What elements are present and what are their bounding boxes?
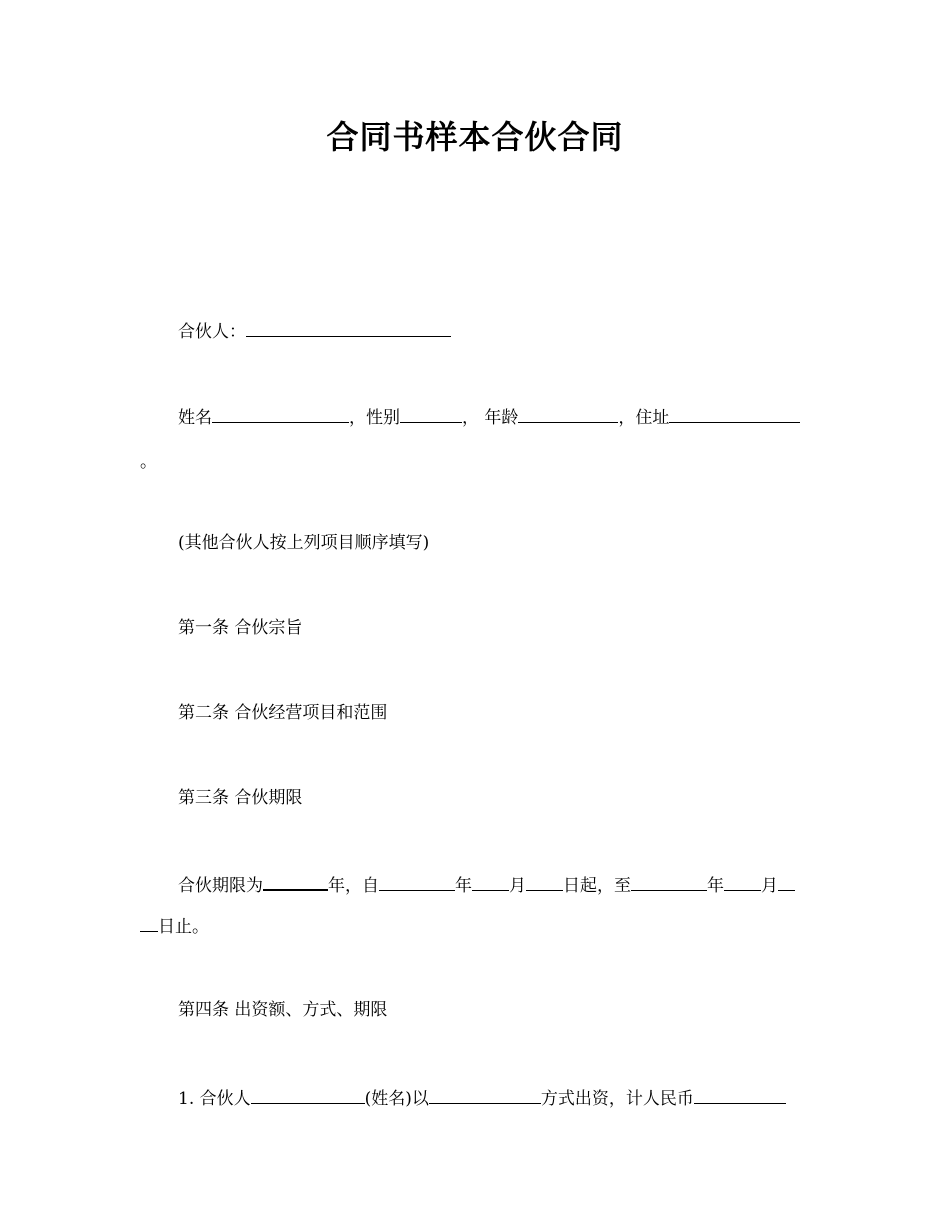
name-label: 姓名 [178,408,212,428]
start-day-label: 日起，至 [563,876,631,896]
name-blank[interactable] [212,404,349,423]
term-end-label: 日止。 [158,917,209,937]
term-prefix: 合伙期限为 [178,876,263,896]
term-line-end [140,913,209,939]
article-2-heading: 第二条 合伙经营项目和范围 [178,703,388,723]
term-years-blank[interactable] [263,871,328,891]
address-blank[interactable] [669,404,800,423]
partner-info-end: 。 [140,452,157,472]
end-day-blank-start[interactable] [778,872,795,891]
gender-label: ，性别 [349,408,400,428]
partner-info-line [178,404,800,430]
contribution-amount-blank[interactable] [694,1085,786,1104]
end-month-label: 月 [761,876,778,896]
start-month-label: 月 [509,876,526,896]
end-month-blank[interactable] [724,872,761,891]
contribution-method-label: 方式出资，计人民币 [540,1089,694,1109]
end-year-blank[interactable] [631,872,707,891]
start-year-blank[interactable] [379,872,455,891]
partner-label: 合伙人： [178,322,246,342]
partner-line [178,318,451,344]
end-day-blank-cont[interactable] [140,913,158,932]
end-year-label: 年 [707,876,724,896]
article-3-heading: 第三条 合伙期限 [178,788,303,808]
contribution-line-1 [178,1085,786,1111]
term-year-from-label: 年，自 [328,876,379,896]
term-line [178,871,795,898]
document-title: 合同书样本合伙合同 [326,118,624,156]
article-1-heading: 第一条 合伙宗旨 [178,618,303,638]
fill-note: (其他合伙人按上列项目顺序填写) [178,533,430,553]
start-year-label: 年 [455,876,472,896]
gender-blank[interactable] [400,404,462,423]
contribution-method-blank[interactable] [429,1085,541,1104]
age-label: ， 年龄 [462,408,519,428]
contributor-name-blank[interactable] [251,1085,365,1104]
age-blank[interactable] [518,404,618,423]
start-month-blank[interactable] [472,872,509,891]
contributor-name-label: (姓名)以 [364,1089,429,1109]
partner-blank[interactable] [246,318,451,337]
address-label: ，住址 [618,408,670,428]
contribution-prefix: 1. 合伙人 [178,1089,251,1109]
article-4-heading: 第四条 出资额、方式、期限 [178,1000,388,1020]
start-day-blank[interactable] [526,872,563,891]
